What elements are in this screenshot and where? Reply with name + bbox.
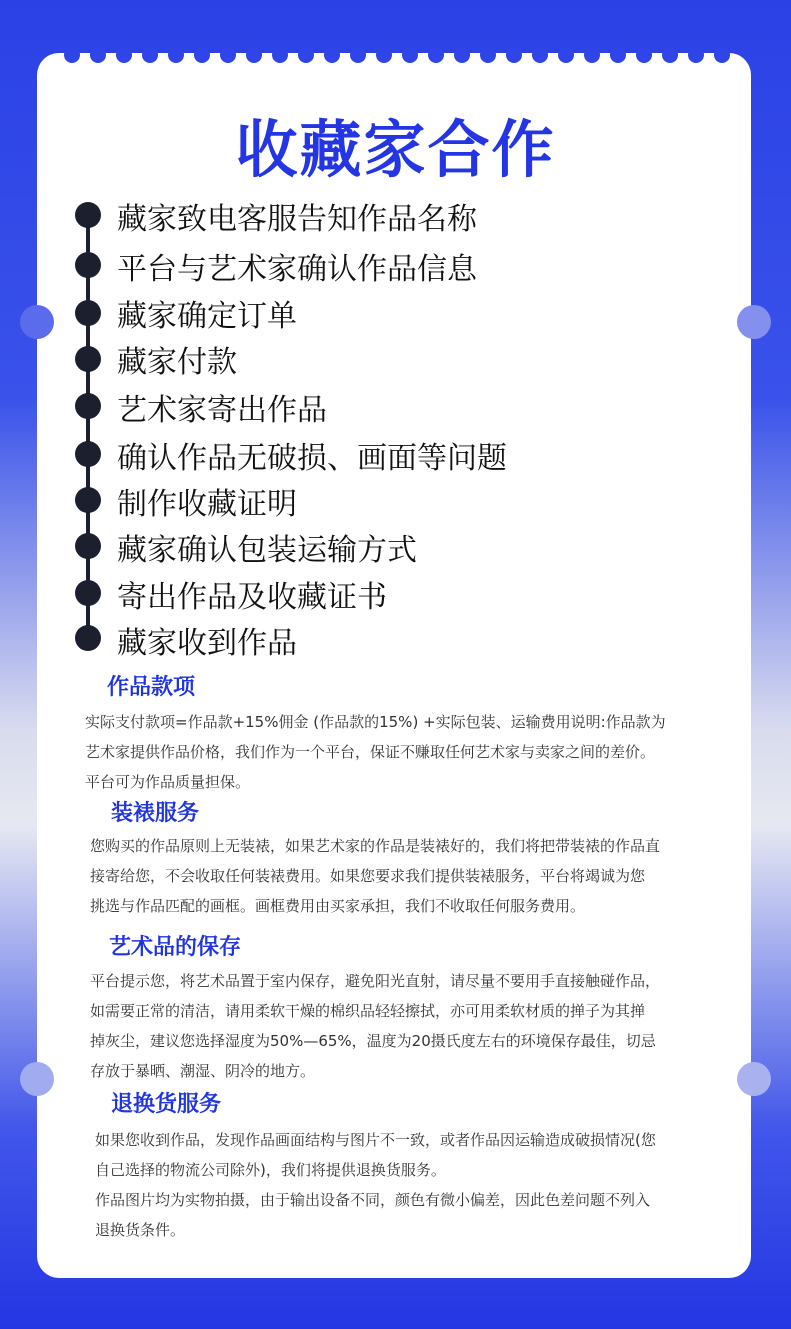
scallop-dot bbox=[480, 47, 496, 63]
step-item: 艺术家寄出作品 bbox=[117, 393, 327, 428]
step-dot bbox=[75, 346, 101, 372]
scallop-dot bbox=[636, 47, 652, 63]
scallop-dot bbox=[714, 47, 730, 63]
paragraph-line: 作品图片均为实物拍摄，由于输出设备不同，颜色有微小偏差，因此色差问题不列入 bbox=[95, 1191, 651, 1209]
scallop-dot bbox=[142, 47, 158, 63]
scallop-dot bbox=[558, 47, 574, 63]
step-item: 藏家收到作品 bbox=[117, 626, 297, 661]
step-item: 藏家确认包装运输方式 bbox=[117, 533, 417, 568]
step-dot bbox=[75, 487, 101, 513]
left-notch-top bbox=[20, 305, 54, 339]
scallop-dot bbox=[220, 47, 236, 63]
step-dot bbox=[75, 300, 101, 326]
scallop-dot bbox=[194, 47, 210, 63]
step-dot bbox=[75, 393, 101, 419]
step-dot bbox=[75, 625, 101, 651]
paragraph-line: 平台可为作品质量担保。 bbox=[85, 773, 251, 791]
step-dot bbox=[75, 580, 101, 606]
right-notch-top bbox=[737, 305, 771, 339]
section-body-framing bbox=[90, 831, 660, 921]
paragraph-line: 退换货条件。 bbox=[95, 1221, 186, 1239]
scallop-dot bbox=[246, 47, 262, 63]
section-body-payment bbox=[85, 707, 666, 797]
scallop-dot bbox=[454, 47, 470, 63]
right-notch-bottom bbox=[737, 1062, 771, 1096]
section-heading-framing: 装裱服务 bbox=[111, 801, 200, 826]
paragraph-line: 您购买的作品原则上无装裱，如果艺术家的作品是装裱好的，我们将把带装裱的作品直 bbox=[90, 837, 661, 855]
paragraph-line: 接寄给您，不会收取任何装裱费用。如果您要求我们提供装裱服务，平台将竭诚为您 bbox=[90, 867, 646, 885]
step-dot bbox=[75, 252, 101, 278]
section-body-preservation bbox=[90, 966, 660, 1086]
step-item: 平台与艺术家确认作品信息 bbox=[117, 252, 477, 287]
scallop-dot bbox=[428, 47, 444, 63]
paragraph-line: 自己选择的物流公司除外)，我们将提供退换货服务。 bbox=[95, 1161, 446, 1179]
scallop-dot bbox=[688, 47, 704, 63]
paragraph-line: 存放于暴晒、潮湿、阴冷的地方。 bbox=[90, 1062, 316, 1080]
scallop-dot bbox=[376, 47, 392, 63]
scallop-dot bbox=[662, 47, 678, 63]
scallop-dot bbox=[168, 47, 184, 63]
scallop-dot bbox=[350, 47, 366, 63]
page-title: 收藏家合作 bbox=[235, 113, 556, 186]
scallop-dot bbox=[298, 47, 314, 63]
section-body-returns bbox=[95, 1125, 656, 1245]
paragraph-line: 如果您收到作品，发现作品画面结构与图片不一致，或者作品因运输造成破损情况(您 bbox=[95, 1131, 656, 1149]
scallop-dot bbox=[584, 47, 600, 63]
step-item: 制作收藏证明 bbox=[117, 487, 297, 522]
paragraph-line: 平台提示您，将艺术品置于室内保存，避免阳光直射，请尽量不要用手直接触碰作品， bbox=[90, 972, 661, 990]
scallop-dot bbox=[506, 47, 522, 63]
scallop-dot bbox=[402, 47, 418, 63]
scallop-dot bbox=[64, 47, 80, 63]
scallop-dot bbox=[324, 47, 340, 63]
left-notch-bottom bbox=[20, 1062, 54, 1096]
step-dot bbox=[75, 202, 101, 228]
scallop-dot bbox=[116, 47, 132, 63]
paragraph-line: 掉灰尘，建议您选择湿度为50%—65%，温度为20摄氏度左右的环境保存最佳，切忌 bbox=[90, 1032, 656, 1050]
step-item: 藏家致电客服告知作品名称 bbox=[117, 202, 477, 237]
section-heading-returns: 退换货服务 bbox=[111, 1092, 222, 1117]
step-dot bbox=[75, 441, 101, 467]
step-dot bbox=[75, 533, 101, 559]
scallop-dot bbox=[272, 47, 288, 63]
section-heading-preservation: 艺术品的保存 bbox=[109, 935, 242, 960]
scallop-dot bbox=[90, 47, 106, 63]
section-heading-payment: 作品款项 bbox=[107, 675, 196, 700]
step-item: 确认作品无破损、画面等问题 bbox=[117, 441, 507, 476]
paragraph-line: 艺术家提供作品价格，我们作为一个平台，保证不赚取任何艺术家与卖家之间的差价。 bbox=[85, 743, 656, 761]
step-item: 藏家付款 bbox=[117, 345, 237, 380]
paragraph-line: 如需要正常的清洁，请用柔软干燥的棉织品轻轻擦拭，亦可用柔软材质的掸子为其掸 bbox=[90, 1002, 646, 1020]
step-item: 寄出作品及收藏证书 bbox=[117, 580, 387, 615]
paragraph-line: 实际支付款项=作品款+15%佣金 (作品款的15%) +实际包装、运输费用说明:作品款为 bbox=[85, 713, 666, 731]
scallop-dot bbox=[610, 47, 626, 63]
scallop-dot bbox=[532, 47, 548, 63]
step-item: 藏家确定订单 bbox=[117, 299, 297, 334]
paragraph-line: 挑选与作品匹配的画框。画框费用由买家承担，我们不收取任何服务费用。 bbox=[90, 897, 586, 915]
